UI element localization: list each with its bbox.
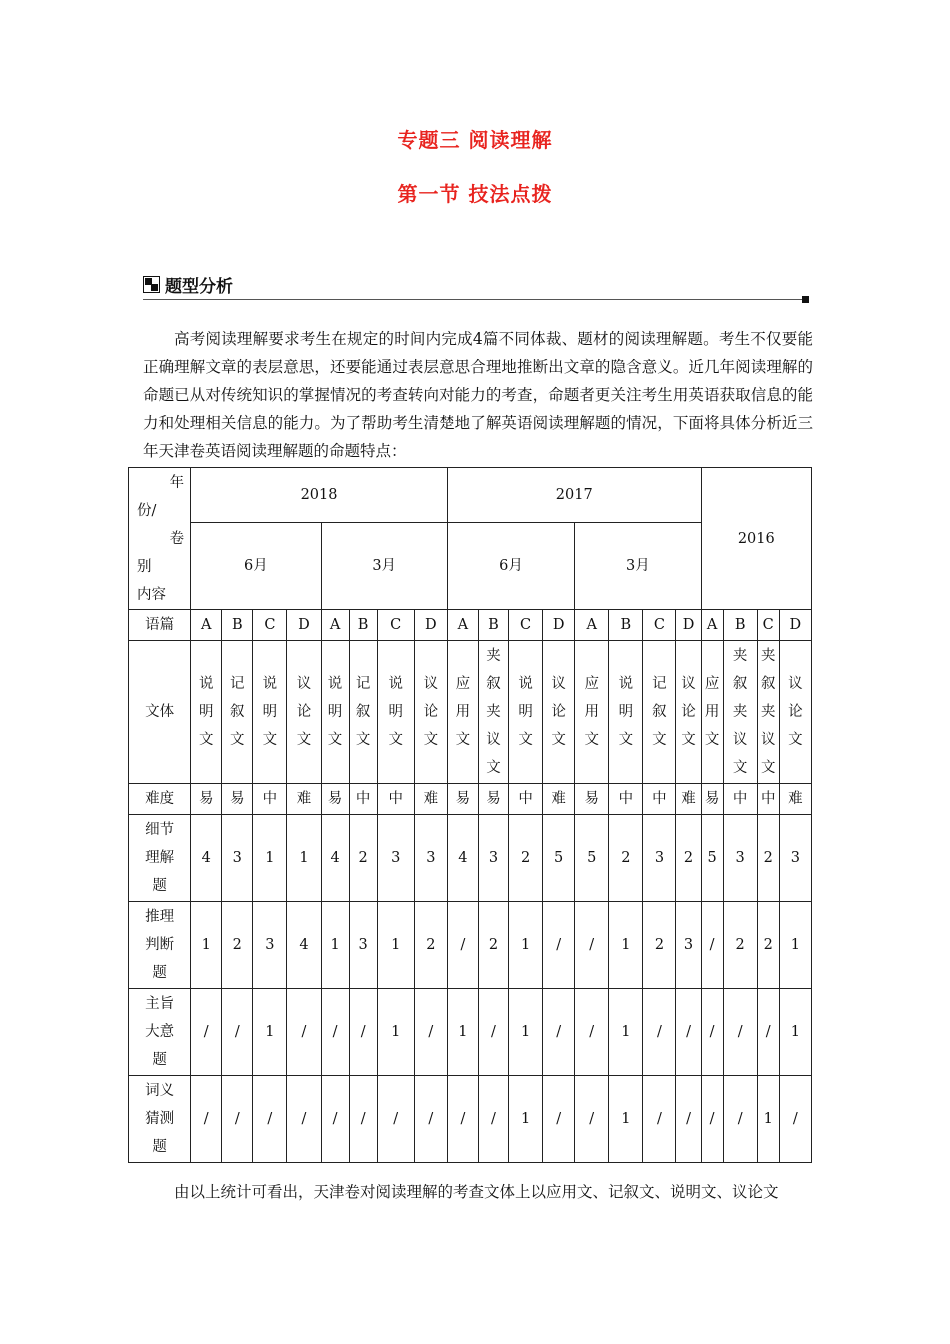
table-cell: / — [191, 989, 222, 1076]
table-cell: / — [543, 1076, 575, 1163]
row-label: 推理判断题 — [129, 902, 191, 989]
table-cell: / — [447, 902, 478, 989]
table-cell: 议论文 — [779, 641, 811, 784]
table-cell: / — [701, 1076, 723, 1163]
table-cell: 1 — [509, 989, 543, 1076]
table-cell: 3 — [779, 815, 811, 902]
table-cell: B — [349, 610, 377, 641]
table-cell: C — [643, 610, 676, 641]
row-label: 词义猜测题 — [129, 1076, 191, 1163]
table-cell: 3 — [253, 902, 287, 989]
table-cell: / — [575, 1076, 609, 1163]
table-cell: B — [609, 610, 643, 641]
table-row — [129, 641, 812, 784]
table-cell: 2 — [478, 902, 508, 989]
table-cell: 夹叙夹议文 — [757, 641, 779, 784]
table-cell: 说明文 — [509, 641, 543, 784]
table-cell: 说明文 — [191, 641, 222, 784]
table-cell: 1 — [377, 902, 414, 989]
table-cell: 3 — [723, 815, 757, 902]
table-corner-cell — [129, 468, 191, 610]
row-label: 细节理解题 — [129, 815, 191, 902]
table-cell: C — [377, 610, 414, 641]
table-cell: 1 — [609, 902, 643, 989]
table-cell: 3 — [478, 815, 508, 902]
year-header: 2016 — [701, 468, 811, 610]
table-cell: / — [191, 1076, 222, 1163]
table-cell: D — [779, 610, 811, 641]
conclusion-paragraph: 由以上统计可看出，天津卷对阅读理解的考查文体上以应用文、记叙文、说明文、议论文 — [174, 1183, 779, 1201]
table-cell: / — [349, 1076, 377, 1163]
table-cell: 说明文 — [377, 641, 414, 784]
year-header: 2018 — [191, 468, 448, 523]
table-cell: 2 — [414, 902, 447, 989]
table-cell: / — [478, 1076, 508, 1163]
month-header: 3月 — [575, 523, 701, 610]
table-cell: 议论文 — [543, 641, 575, 784]
table-cell: A — [191, 610, 222, 641]
table-cell: 1 — [253, 989, 287, 1076]
table-cell: 说明文 — [609, 641, 643, 784]
table-cell: / — [779, 1076, 811, 1163]
divider-line — [143, 299, 805, 300]
table-cell: 难 — [543, 784, 575, 815]
table-cell: 易 — [575, 784, 609, 815]
table-cell: 2 — [723, 902, 757, 989]
table-cell: 说明文 — [253, 641, 287, 784]
table-cell: 5 — [543, 815, 575, 902]
row-label: 文体 — [129, 641, 191, 784]
table-row — [129, 902, 812, 989]
table-cell: 2 — [222, 902, 253, 989]
section-heading-label: 题型分析 — [165, 277, 233, 297]
table-cell: / — [701, 902, 723, 989]
table-cell: 说明文 — [321, 641, 349, 784]
table-cell: / — [701, 989, 723, 1076]
table-cell: / — [575, 902, 609, 989]
corner-label: 内容 — [137, 586, 166, 603]
table-cell: 1 — [609, 1076, 643, 1163]
table-cell: 难 — [779, 784, 811, 815]
table-cell: / — [414, 989, 447, 1076]
table-cell: 中 — [723, 784, 757, 815]
table-cell: / — [676, 989, 701, 1076]
table-cell: 中 — [349, 784, 377, 815]
table-cell: 2 — [757, 815, 779, 902]
table-cell: 易 — [191, 784, 222, 815]
table-cell: / — [321, 1076, 349, 1163]
table-cell: 4 — [191, 815, 222, 902]
table-cell: 议论文 — [676, 641, 701, 784]
table-cell: 1 — [609, 989, 643, 1076]
table-cell: 1 — [757, 1076, 779, 1163]
table-cell: 5 — [701, 815, 723, 902]
table-row — [129, 815, 812, 902]
table-cell: D — [287, 610, 321, 641]
table-cell: 3 — [377, 815, 414, 902]
table-cell: 2 — [676, 815, 701, 902]
table-cell: 2 — [757, 902, 779, 989]
table-cell: A — [447, 610, 478, 641]
table-cell: 2 — [643, 902, 676, 989]
table-cell: 3 — [676, 902, 701, 989]
table-cell: B — [222, 610, 253, 641]
table-cell: 5 — [575, 815, 609, 902]
table-cell: 1 — [191, 902, 222, 989]
table-cell: 1 — [509, 902, 543, 989]
table-cell: 易 — [701, 784, 723, 815]
table-cell: / — [543, 902, 575, 989]
corner-label: 别 — [137, 558, 152, 575]
table-cell: 议论文 — [287, 641, 321, 784]
table-cell: / — [253, 1076, 287, 1163]
table-cell: 中 — [609, 784, 643, 815]
table-cell: 易 — [321, 784, 349, 815]
table-row — [129, 1076, 812, 1163]
table-cell: 1 — [509, 1076, 543, 1163]
table-cell: 4 — [321, 815, 349, 902]
table-cell: / — [222, 989, 253, 1076]
table-cell: 2 — [349, 815, 377, 902]
table-cell: 易 — [447, 784, 478, 815]
month-header: 6月 — [191, 523, 321, 610]
table-cell: 中 — [757, 784, 779, 815]
table-cell: C — [253, 610, 287, 641]
table-cell: / — [414, 1076, 447, 1163]
table-cell: C — [509, 610, 543, 641]
table-cell: 应用文 — [701, 641, 723, 784]
table-cell: 中 — [253, 784, 287, 815]
table-cell: 1 — [377, 989, 414, 1076]
table-cell: 夹叙夹议文 — [723, 641, 757, 784]
table-cell: 4 — [287, 902, 321, 989]
table-cell: 3 — [643, 815, 676, 902]
table-cell: / — [543, 989, 575, 1076]
table-cell: 易 — [478, 784, 508, 815]
table-cell: D — [543, 610, 575, 641]
table-cell: 难 — [287, 784, 321, 815]
table-cell: 1 — [779, 902, 811, 989]
table-cell: 难 — [414, 784, 447, 815]
table-cell: / — [643, 989, 676, 1076]
intro-paragraph: 高考阅读理解要求考生在规定的时间内完成4篇不同体裁、题材的阅读理解题。考生不仅要能正确理解文章的表层意思，还要能通过表层意思合理地推断出文章的隐含意义。近几年阅读理解的命题已从对传统知识的掌握情况的考查转向对能力的考查，命题者更关注考生用英语获取信息的能力和处理相关信息的能力。为了帮助考生清楚地了解英语阅读理解题的情况，下面将具体分析近三年天津卷英语阅读理解题的命题特点： — [143, 330, 813, 460]
table-cell: 1 — [779, 989, 811, 1076]
corner-label: 份/ — [137, 502, 157, 519]
section-title: 第一节 技法点拨 — [397, 182, 553, 206]
table-cell: 1 — [253, 815, 287, 902]
table-cell: A — [575, 610, 609, 641]
table-cell: / — [447, 1076, 478, 1163]
table-cell: 3 — [349, 902, 377, 989]
table-cell: / — [757, 989, 779, 1076]
table-cell: / — [676, 1076, 701, 1163]
table-cell: / — [723, 1076, 757, 1163]
table-cell: A — [321, 610, 349, 641]
table-cell: 1 — [447, 989, 478, 1076]
table-cell: / — [321, 989, 349, 1076]
table-cell: 难 — [676, 784, 701, 815]
table-row — [129, 989, 812, 1076]
table-cell: / — [222, 1076, 253, 1163]
table-cell: / — [575, 989, 609, 1076]
table-cell: / — [377, 1076, 414, 1163]
table-cell: 应用文 — [575, 641, 609, 784]
table-cell: / — [643, 1076, 676, 1163]
table-cell: / — [349, 989, 377, 1076]
table-cell: 2 — [509, 815, 543, 902]
table-row — [129, 784, 812, 815]
row-label: 语篇 — [129, 610, 191, 641]
month-header: 6月 — [447, 523, 574, 610]
table-cell: 应用文 — [447, 641, 478, 784]
table-cell: 中 — [377, 784, 414, 815]
table-cell: 记叙文 — [643, 641, 676, 784]
table-cell: / — [287, 989, 321, 1076]
table-cell: B — [723, 610, 757, 641]
year-header: 2017 — [447, 468, 701, 523]
table-cell: D — [676, 610, 701, 641]
analysis-table — [128, 467, 812, 1163]
table-cell: 易 — [222, 784, 253, 815]
checker-square-icon — [143, 276, 160, 293]
table-cell: 记叙文 — [349, 641, 377, 784]
table-row — [129, 610, 812, 641]
table-cell: / — [723, 989, 757, 1076]
table-cell: 记叙文 — [222, 641, 253, 784]
table-cell: 3 — [414, 815, 447, 902]
table-cell: D — [414, 610, 447, 641]
row-label: 主旨大意题 — [129, 989, 191, 1076]
row-label: 难度 — [129, 784, 191, 815]
table-cell: 2 — [609, 815, 643, 902]
table-cell: C — [757, 610, 779, 641]
table-cell: 1 — [287, 815, 321, 902]
table-cell: 4 — [447, 815, 478, 902]
corner-label: 卷 — [169, 530, 185, 547]
table-cell: 1 — [321, 902, 349, 989]
table-cell: 3 — [222, 815, 253, 902]
table-cell: 中 — [509, 784, 543, 815]
corner-label: 年 — [169, 474, 185, 491]
month-header: 3月 — [321, 523, 447, 610]
table-cell: B — [478, 610, 508, 641]
divider-end-mark — [802, 296, 809, 303]
table-cell: / — [287, 1076, 321, 1163]
table-cell: 议论文 — [414, 641, 447, 784]
table-cell: 夹叙夹议文 — [478, 641, 508, 784]
table-cell: A — [701, 610, 723, 641]
table-cell: / — [478, 989, 508, 1076]
table-cell: 中 — [643, 784, 676, 815]
section-heading — [143, 272, 233, 297]
chapter-title: 专题三 阅读理解 — [397, 128, 553, 152]
